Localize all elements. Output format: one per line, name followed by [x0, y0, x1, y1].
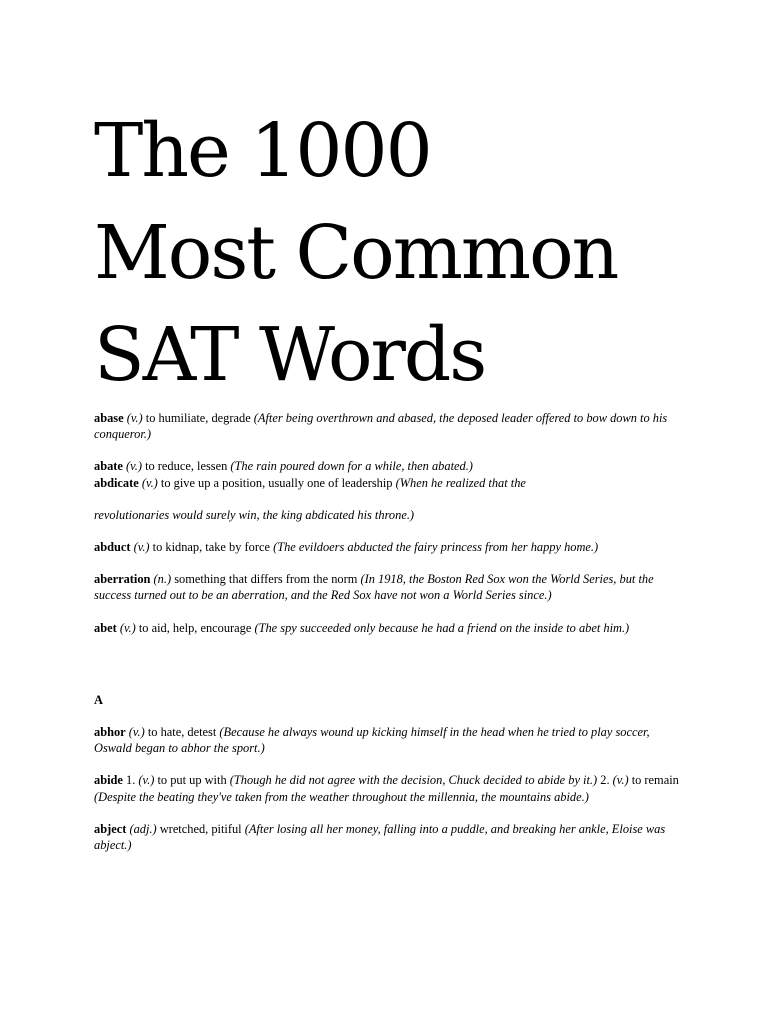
entry-part-of-speech: (v.)	[128, 725, 145, 740]
entry-definition: to reduce, lessen	[141, 459, 231, 474]
entry-word: abhor	[94, 725, 126, 740]
entry-word: abduct	[94, 540, 131, 555]
entry-part-of-speech: (v.)	[126, 459, 142, 474]
entry-word: abase	[94, 411, 124, 425]
entry-word: abject	[94, 821, 127, 836]
entry-part-of-speech: (v.)	[612, 773, 629, 788]
entry-abate	[94, 458, 684, 474]
entry-word: abdicate	[94, 475, 139, 490]
entry-example: (After losing all her money, falling into a puddle, and breaking her ankle, Eloise was abject.)	[94, 821, 666, 853]
entry-example: (Despite the beating they've taken from the weather throughout the millennia, the mountains abide.)	[94, 789, 589, 804]
title-line-3: SAT Words	[94, 312, 486, 398]
entry-part-of-speech: (v.)	[133, 540, 150, 555]
entry-definition: wretched, pitiful	[156, 821, 245, 836]
entry-part-of-speech: (n.)	[153, 572, 172, 587]
entry-abet	[94, 620, 684, 636]
title-line-2: Most Common	[94, 210, 618, 296]
entry-example: (When he realized that the	[395, 475, 526, 490]
section-letter: A	[94, 692, 103, 707]
entry-abdicate	[94, 475, 684, 491]
entry-example: revolutionaries would surely win, the king abdicated his throne.)	[94, 507, 415, 522]
entry-example: (The rain poured down for a while, then abated.)	[230, 459, 473, 474]
entry-part-of-speech: (v.)	[126, 411, 143, 425]
entry-definition: to kidnap, take by force	[149, 540, 274, 555]
entry-example: (The spy succeeded only because he had a friend on the inside to abet him.)	[254, 620, 630, 635]
entry-part-of-speech: (v.)	[141, 475, 158, 490]
title-line-1: The 1000	[94, 108, 431, 194]
entry-definition: to hate, detest	[144, 725, 220, 740]
entry-word: aberration	[94, 572, 151, 587]
entry-definition: to humiliate, degrade	[142, 411, 254, 425]
entry-abdicate-continued	[94, 507, 684, 523]
entry-definition: to aid, help, encourage	[135, 620, 255, 635]
blank-line	[94, 491, 684, 507]
entry-example: (After being overthrown and abased, the deposed leader offered to bow down to his conqueror.)	[94, 411, 668, 442]
entry-part-of-speech: (v.)	[119, 620, 136, 635]
entry-abhor	[94, 724, 684, 756]
entry-definition: to remain	[628, 773, 679, 788]
entry-abduct	[94, 539, 684, 555]
entry-aberration	[94, 571, 684, 603]
entry-word: abet	[94, 620, 117, 635]
entry-abject	[94, 821, 684, 853]
word-list	[94, 410, 684, 869]
entry-definition: to put up with	[154, 773, 230, 788]
entry-example: (In 1918, the Boston Red Sox won the World Series, but the success turned out to be an aberration, and the Red Sox have not won a World Series since.)	[94, 572, 654, 603]
entry-part-of-speech: (v.)	[138, 773, 155, 788]
entry-abide	[94, 772, 684, 804]
section-gap	[94, 652, 684, 692]
entry-part-of-speech: (adj.)	[129, 821, 157, 836]
entry-example: (Because he always wound up kicking himself in the head when he tried to play soccer, Oswald began to abhor the sport.)	[94, 725, 650, 756]
entry-definition: something that differs from the norm	[171, 572, 361, 587]
sense-number-2: 2.	[597, 773, 613, 788]
entry-example: (Though he did not agree with the decision, Chuck decided to abide by it.)	[229, 773, 598, 788]
entry-word: abate	[94, 459, 123, 474]
entry-word: abide	[94, 773, 123, 788]
document-title	[94, 100, 684, 406]
sense-number-1: 1.	[122, 773, 139, 788]
entry-definition: to give up a position, usually one of leadership	[157, 475, 396, 490]
entry-example: (The evildoers abducted the fairy princess from her happy home.)	[273, 540, 599, 555]
entry-abase	[94, 410, 684, 442]
